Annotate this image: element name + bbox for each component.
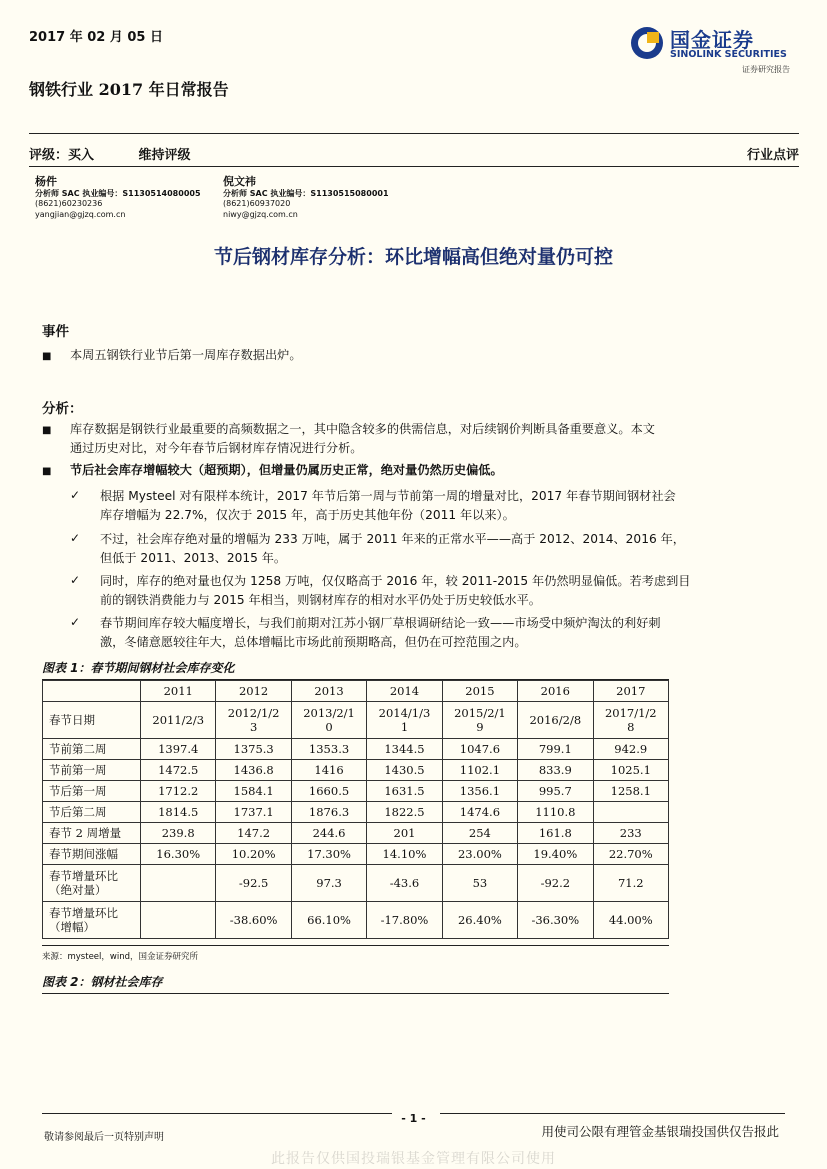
table-row <box>43 739 669 760</box>
table-cell: 97.3 <box>291 865 366 902</box>
table-row-label: 节前第一周 <box>43 760 141 781</box>
table-source-note: 来源：mysteel，wind，国金证券研究所 <box>42 945 669 962</box>
table-cell: 2011/2/3 <box>141 702 216 739</box>
analyst-name: 倪文祎 <box>223 175 256 188</box>
table-cell: 22.70% <box>593 844 668 865</box>
table-cell: 1344.5 <box>367 739 442 760</box>
report-series-title: 钢铁行业 2017 年日常报告 <box>29 80 229 99</box>
table-cell: -36.30% <box>518 902 593 939</box>
rating-status: 维持评级 <box>138 148 191 163</box>
table-cell: 1258.1 <box>593 781 668 802</box>
checkmark-icon: ✓ <box>70 573 81 587</box>
table-year-header: 2016 <box>518 681 593 702</box>
analyst-phone: (8621)60937020 <box>223 199 291 208</box>
table-cell: 71.2 <box>593 865 668 902</box>
watermark: 此报告仅供国投瑞银基金管理有限公司使用 <box>271 1151 556 1167</box>
table-row <box>43 781 669 802</box>
table-cell: 1472.5 <box>141 760 216 781</box>
table-year-header: 2011 <box>141 681 216 702</box>
logo-chinese-name: 国金证券 <box>670 28 754 52</box>
table-cell <box>141 865 216 902</box>
paragraph-line: 前的钢铁消费能力与 2015 年相当，则钢材库存的相对水平仍处于历史较低水平。 <box>100 593 541 607</box>
paragraph-line: 不过，社会库存绝对量的增幅为 233 万吨，属于 2011 年来的正常水平——高于 2012、2014、2016 年， <box>100 532 685 546</box>
paragraph-line: 库存数据是钢铁行业最重要的高频数据之一，其中隐含较多的供需信息，对后续钢价判断具备重要意义。本文 <box>70 422 655 436</box>
logo-subtitle: 证券研究报告 <box>742 65 790 74</box>
square-bullet-icon: ■ <box>42 351 52 362</box>
table-cell: 1474.6 <box>442 802 517 823</box>
table-cell: 1430.5 <box>367 760 442 781</box>
rating-divider <box>29 166 799 167</box>
table-row-label: 春节增量环比 （增幅） <box>43 902 141 939</box>
analysis-paragraph-1 <box>70 420 655 458</box>
paragraph-line: 同时，库存的绝对量也仅为 1258 万吨，仅仅略高于 2016 年，较 2011-2015 年仍然明显偏低。若考虑到目 <box>100 574 691 588</box>
table-year-header: 2017 <box>593 681 668 702</box>
square-bullet-icon: ■ <box>42 425 52 436</box>
table-cell: 942.9 <box>593 739 668 760</box>
analyst-card <box>223 177 389 220</box>
paragraph-line: 根据 Mysteel 对有限样本统计，2017 年节后第一周与节前第一周的增量对比，2017 年春节期间钢材社会 <box>100 489 676 503</box>
table-row <box>43 760 669 781</box>
table-cell: 2013/2/1 0 <box>291 702 366 739</box>
event-bullet-text: 本周五钢铁行业节后第一周库存数据出炉。 <box>70 348 302 362</box>
analyst-email[interactable]: yangjian@gjzq.com.cn <box>35 209 126 219</box>
table-cell: 1025.1 <box>593 760 668 781</box>
table-cell: 19.40% <box>518 844 593 865</box>
disclaimer-note: 敬请参阅最后一页特别声明 <box>44 1132 164 1143</box>
square-bullet-icon: ■ <box>42 466 52 477</box>
paragraph-line: 库存增幅为 22.7%，仅次于 2015 年，高于历史其他年份（2011 年以来）。 <box>100 508 515 522</box>
table-cell: 1353.3 <box>291 739 366 760</box>
table-row-label: 春节增量环比 （绝对量） <box>43 865 141 902</box>
table-cell: 14.10% <box>367 844 442 865</box>
table-cell: -43.6 <box>367 865 442 902</box>
table-row-label: 节前第二周 <box>43 739 141 760</box>
table-cell: 244.6 <box>291 823 366 844</box>
report-type: 行业点评 <box>746 148 799 163</box>
table-row <box>43 844 669 865</box>
analysis-check-item <box>100 530 685 568</box>
analysis-check-item <box>100 614 661 652</box>
figure-2-title: 图表 2：钢材社会库存 <box>42 973 669 994</box>
table-cell: 1416 <box>291 760 366 781</box>
analyst-license: 分析师 SAC 执业编号：S1130515080001 <box>223 188 389 198</box>
table-cell: -92.2 <box>518 865 593 902</box>
analyst-email[interactable]: niwy@gjzq.com.cn <box>223 209 298 219</box>
table-header-row <box>43 681 669 702</box>
figure-1-title: 图表 1：春节期间钢材社会库存变化 <box>42 659 669 680</box>
table-cell: 1814.5 <box>141 802 216 823</box>
analysis-key-point: 节后社会库存增幅较大（超预期），但增量仍属历史正常，绝对量仍然历史偏低。 <box>70 463 503 477</box>
checkmark-icon: ✓ <box>70 615 81 629</box>
analyst-license: 分析师 SAC 执业编号：S1130514080005 <box>35 188 201 198</box>
table-cell: 2012/1/2 3 <box>216 702 291 739</box>
table-corner-cell <box>43 681 141 702</box>
paragraph-line: 春节期间库存较大幅度增长，与我们前期对江苏小钢厂草根调研结论一致——市场受中频炉淘汰的利好刺 <box>100 616 661 630</box>
paragraph-line: 通过历史对比，对今年春节后钢材库存情况进行分析。 <box>70 441 363 455</box>
analyst-phone: (8621)60230236 <box>35 199 103 208</box>
table-cell: 1737.1 <box>216 802 291 823</box>
rating-label: 评级：买入 <box>29 148 95 163</box>
table-row <box>43 823 669 844</box>
rating-row <box>29 144 799 163</box>
table-cell: 1436.8 <box>216 760 291 781</box>
table-cell: 201 <box>367 823 442 844</box>
table-cell: 1375.3 <box>216 739 291 760</box>
table-row <box>43 902 669 939</box>
table-cell: 10.20% <box>216 844 291 865</box>
table-cell: 233 <box>593 823 668 844</box>
table-row-label: 节后第一周 <box>43 781 141 802</box>
table-row-label: 春节 2 周增量 <box>43 823 141 844</box>
table-cell: 239.8 <box>141 823 216 844</box>
table-cell: 2017/1/2 8 <box>593 702 668 739</box>
table-cell: 1660.5 <box>291 781 366 802</box>
table-cell: 2014/1/3 1 <box>367 702 442 739</box>
table-row-label: 春节日期 <box>43 702 141 739</box>
table-cell: 2016/2/8 <box>518 702 593 739</box>
table-year-header: 2015 <box>442 681 517 702</box>
table-cell: 2015/2/1 9 <box>442 702 517 739</box>
table-year-header: 2013 <box>291 681 366 702</box>
paragraph-line: 但低于 2011、2013、2015 年。 <box>100 551 287 565</box>
sinolink-logo <box>630 24 790 76</box>
table-cell: 799.1 <box>518 739 593 760</box>
table-cell: -92.5 <box>216 865 291 902</box>
sinolink-logo-icon <box>630 26 664 60</box>
logo-english-name: SINOLINK SECURITIES <box>670 49 787 60</box>
table-year-header: 2014 <box>367 681 442 702</box>
table-cell: 254 <box>442 823 517 844</box>
table-row <box>43 865 669 902</box>
analysis-check-item <box>100 572 690 610</box>
table-cell: 23.00% <box>442 844 517 865</box>
checkmark-icon: ✓ <box>70 531 81 545</box>
table-cell: 1584.1 <box>216 781 291 802</box>
table-cell: 161.8 <box>518 823 593 844</box>
footer-mirrored-text: 用使司公限有理管金基银瑞投国供仅告报此 <box>541 1124 779 1139</box>
table-cell: 1712.2 <box>141 781 216 802</box>
table-row <box>43 802 669 823</box>
event-heading: 事件 <box>42 324 69 340</box>
table-year-header: 2012 <box>216 681 291 702</box>
table-cell: -38.60% <box>216 902 291 939</box>
table-cell: 995.7 <box>518 781 593 802</box>
table-row-label: 春节期间涨幅 <box>43 844 141 865</box>
analyst-card <box>35 177 201 220</box>
report-headline: 节后钢材库存分析：环比增幅高但绝对量仍可控 <box>213 246 613 268</box>
table-cell: 26.40% <box>442 902 517 939</box>
table-cell: 1356.1 <box>442 781 517 802</box>
table-cell: 1397.4 <box>141 739 216 760</box>
checkmark-icon: ✓ <box>70 488 81 502</box>
table-cell: 147.2 <box>216 823 291 844</box>
table-cell: 53 <box>442 865 517 902</box>
table-cell: 1102.1 <box>442 760 517 781</box>
table-row <box>43 702 669 739</box>
table-cell: 44.00% <box>593 902 668 939</box>
paragraph-line: 激，冬储意愿较往年大，总体增幅比市场此前预期略高，但仍在可控范围之内。 <box>100 635 527 649</box>
table-cell: 1047.6 <box>442 739 517 760</box>
table-cell: 1110.8 <box>518 802 593 823</box>
table-row-label: 节后第二周 <box>43 802 141 823</box>
table-cell: 1631.5 <box>367 781 442 802</box>
table-cell: 16.30% <box>141 844 216 865</box>
table-cell <box>593 802 668 823</box>
page-number: - 1 - <box>401 1112 426 1125</box>
table-cell: -17.80% <box>367 902 442 939</box>
analysis-check-item <box>100 487 676 525</box>
table-cell: 1822.5 <box>367 802 442 823</box>
inventory-table <box>42 680 669 939</box>
table-cell: 66.10% <box>291 902 366 939</box>
analysis-heading: 分析： <box>42 401 83 417</box>
header-divider <box>29 133 799 134</box>
table-cell: 833.9 <box>518 760 593 781</box>
table-cell <box>141 902 216 939</box>
analyst-name: 杨件 <box>35 175 57 188</box>
table-cell: 17.30% <box>291 844 366 865</box>
report-date: 2017 年 02 月 05 日 <box>29 30 163 45</box>
table-cell: 1876.3 <box>291 802 366 823</box>
